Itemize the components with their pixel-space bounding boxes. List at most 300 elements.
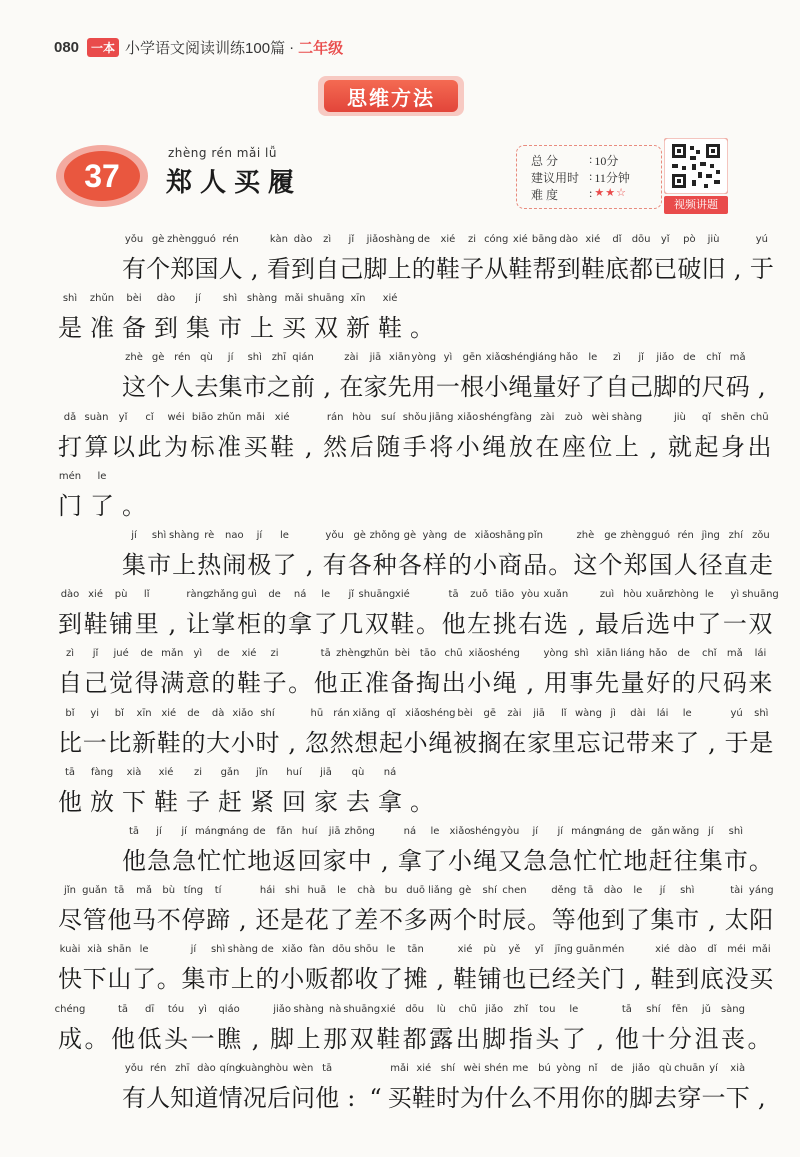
hanzi: 了 xyxy=(675,728,700,757)
hanzi: 家 xyxy=(527,728,552,757)
hanzi: 到 xyxy=(675,965,700,994)
hanzi: 了 xyxy=(329,906,354,935)
pinyin: le xyxy=(704,589,714,601)
pinyin: shōu xyxy=(354,944,379,956)
pinyin: le xyxy=(569,1003,579,1015)
hanzi: , xyxy=(577,610,586,639)
pinyin: guān xyxy=(575,944,602,956)
pinyin: ná xyxy=(403,826,417,837)
hanzi: 旧 xyxy=(701,255,726,283)
pinyin: chǐ xyxy=(701,648,717,660)
text-line xyxy=(0,826,800,886)
hanzi: 太 xyxy=(724,906,749,935)
hanzi: 是 xyxy=(280,906,305,935)
hanzi: 道 xyxy=(194,1083,219,1112)
hanzi: 位 xyxy=(588,432,613,461)
pinyin: chǐ xyxy=(706,352,721,364)
hanzi: 集 xyxy=(186,314,210,343)
pinyin: qǐ xyxy=(701,411,711,423)
video-explanation-label[interactable]: 视频讲题 xyxy=(664,196,728,214)
hanzi: 两 xyxy=(428,906,453,935)
hanzi: 尺 xyxy=(697,669,722,698)
pinyin: yòu xyxy=(521,589,540,601)
hanzi: 了 xyxy=(90,491,114,520)
pinyin: tài xyxy=(730,885,744,897)
hanzi: 到 xyxy=(154,314,178,343)
pinyin: jiù xyxy=(707,234,720,245)
hanzi: 时 xyxy=(435,1083,460,1112)
hanzi: 辰 xyxy=(502,906,527,935)
hanzi: 绳 xyxy=(508,373,533,402)
hanzi: 穿 xyxy=(677,1083,702,1112)
pinyin: guó xyxy=(651,530,671,541)
pinyin: rén xyxy=(222,234,239,245)
hanzi: 小 xyxy=(403,728,428,757)
hanzi: 一 xyxy=(701,1083,726,1112)
hanzi: 分 xyxy=(667,1024,692,1053)
pinyin: shēn xyxy=(720,411,745,423)
pinyin: rén xyxy=(677,530,694,541)
pinyin: mǎn xyxy=(161,648,184,660)
pinyin: rán xyxy=(326,411,344,423)
hanzi: 时 xyxy=(477,906,502,935)
hanzi: 前 xyxy=(291,373,316,402)
hanzi: 手 xyxy=(402,432,427,461)
hanzi: 集 xyxy=(181,965,206,994)
pinyin: nao xyxy=(225,530,244,541)
pinyin: dào xyxy=(603,885,623,897)
pinyin: shí xyxy=(482,885,497,897)
pinyin: tā xyxy=(320,648,331,660)
pinyin: duō xyxy=(406,885,426,897)
pinyin: cǐ xyxy=(145,411,154,423)
pinyin: hū xyxy=(310,707,324,719)
hanzi: 回 xyxy=(282,787,306,816)
pinyin: dī xyxy=(144,1003,155,1015)
hanzi: 用 xyxy=(543,669,568,698)
hanzi: , xyxy=(323,373,331,402)
hanzi: 就 xyxy=(667,432,692,461)
pinyin: bèi xyxy=(457,707,473,719)
pinyin: nǐ xyxy=(588,1062,598,1074)
pinyin: máng xyxy=(596,826,625,837)
hanzi: 忽 xyxy=(304,728,329,757)
pinyin: shuāng xyxy=(343,1003,381,1015)
pinyin: ge xyxy=(604,530,617,541)
hanzi: 让 xyxy=(185,610,210,639)
hanzi: 事 xyxy=(569,669,594,698)
pinyin: shàng xyxy=(611,411,643,423)
hanzi: 新 xyxy=(346,314,370,343)
pinyin: chū xyxy=(444,648,463,660)
pinyin: pǐn xyxy=(527,530,543,541)
pinyin: jiǎo xyxy=(273,1003,292,1015)
hanzi: 备 xyxy=(390,669,415,698)
hanzi: 头 xyxy=(164,1024,189,1053)
pinyin: shéng xyxy=(479,411,510,423)
hanzi: 直 xyxy=(723,551,748,579)
hanzi: 。 xyxy=(548,551,573,579)
pinyin: liáng xyxy=(532,352,557,364)
text-line xyxy=(0,471,800,531)
pinyin: zhī xyxy=(175,1062,190,1074)
hanzi: 瞧 xyxy=(217,1024,242,1053)
difficulty-label: 难 度 xyxy=(531,188,559,202)
character-cell xyxy=(374,767,406,825)
hanzi: 出 xyxy=(455,1024,480,1053)
pinyin: xié xyxy=(655,944,670,956)
pinyin: gè xyxy=(403,530,417,541)
pinyin: zhī xyxy=(271,352,287,364)
text-line xyxy=(0,885,800,945)
pinyin: gǎn xyxy=(220,766,240,778)
pinyin: zhèng xyxy=(167,234,198,245)
pinyin: dào xyxy=(60,589,80,601)
hanzi: 记 xyxy=(601,728,626,757)
hanzi: 花 xyxy=(304,906,329,935)
pinyin: jí xyxy=(156,826,162,837)
hanzi: 上 xyxy=(296,1024,321,1053)
pinyin: cóng xyxy=(484,234,509,245)
pinyin: lù xyxy=(436,1003,446,1015)
pinyin: tāo xyxy=(419,648,437,660)
pinyin: shì xyxy=(754,707,769,719)
hanzi: 。 xyxy=(747,1024,772,1053)
pinyin: mén xyxy=(58,470,82,482)
hanzi: 家 xyxy=(314,787,338,816)
hanzi: 各 xyxy=(397,551,422,579)
pinyin: de xyxy=(261,944,274,956)
pinyin: shuāng xyxy=(358,589,396,601)
hanzi: 己 xyxy=(83,669,108,698)
pinyin: jì xyxy=(610,707,616,719)
hanzi: 的 xyxy=(211,669,236,698)
character-cell xyxy=(746,234,778,292)
hanzi: 绳 xyxy=(428,728,453,757)
pinyin: zhè xyxy=(125,352,143,364)
hanzi: 了 xyxy=(313,610,338,639)
pinyin: de xyxy=(268,589,281,601)
pinyin: de xyxy=(253,826,266,837)
hanzi: 几 xyxy=(339,610,364,639)
hanzi: 右 xyxy=(518,610,543,639)
text-line xyxy=(0,352,800,412)
pinyin: qù xyxy=(200,352,213,364)
pinyin: fàng xyxy=(90,766,114,778)
hanzi: 脚 xyxy=(629,1083,654,1112)
hanzi: 自 xyxy=(315,255,340,283)
pinyin: zì xyxy=(323,234,332,245)
hanzi: 了 xyxy=(625,906,650,935)
book-title: 小学语文阅读训练100篇 xyxy=(125,39,286,57)
pinyin: bèi xyxy=(394,648,411,660)
pinyin: xiān xyxy=(389,352,411,364)
hanzi: 样 xyxy=(422,551,447,579)
pinyin: mǎ xyxy=(729,352,746,364)
hanzi: , xyxy=(758,1083,766,1112)
lesson-title-pinyin: zhèng rén mǎi lǚ xyxy=(168,146,277,160)
hanzi: 没 xyxy=(724,965,749,994)
hanzi: 正 xyxy=(339,669,364,698)
character-cell xyxy=(745,530,777,588)
lesson-number: 37 xyxy=(84,157,120,194)
hanzi: 径 xyxy=(698,551,723,579)
hanzi: 集 xyxy=(698,847,723,875)
pinyin: xié xyxy=(440,234,456,245)
hanzi: 已 xyxy=(527,965,552,994)
hanzi: 最 xyxy=(595,610,619,639)
pinyin: zhǐ xyxy=(513,1003,528,1015)
page-header xyxy=(54,34,343,60)
hanzi: 他 xyxy=(122,847,146,875)
qr-code-icon[interactable] xyxy=(664,138,728,194)
pinyin: xié xyxy=(457,944,473,956)
hanzi: 都 xyxy=(402,1024,427,1053)
hanzi: 国 xyxy=(194,255,219,283)
hanzi: 小 xyxy=(467,669,492,698)
pinyin: bǐ xyxy=(65,707,75,719)
hanzi: 。 xyxy=(156,965,181,994)
pinyin: jǔ xyxy=(701,1003,711,1015)
section-banner xyxy=(318,76,464,116)
pinyin: jǐn xyxy=(64,885,76,897)
pinyin: me xyxy=(512,1062,529,1074)
hanzi: 不 xyxy=(156,906,181,935)
hanzi: 人 xyxy=(170,373,195,402)
score-label: 总 分 xyxy=(531,154,559,168)
pinyin: dōu xyxy=(631,234,651,245)
hanzi: 子 xyxy=(460,255,485,283)
pinyin: zhòng xyxy=(668,589,699,601)
pinyin: de xyxy=(217,648,230,660)
hanzi: 商 xyxy=(498,551,523,579)
hanzi: 到 xyxy=(556,255,581,283)
hanzi: , xyxy=(238,906,247,935)
pinyin: jiā xyxy=(320,766,332,778)
hanzi: 是 xyxy=(58,314,82,343)
pinyin: shì xyxy=(151,530,167,541)
pinyin: jí xyxy=(195,293,201,305)
pinyin: zhè xyxy=(576,530,595,541)
pinyin: jiāng xyxy=(429,411,454,423)
hanzi: 摊 xyxy=(403,965,428,994)
hanzi: 好 xyxy=(556,373,581,402)
hanzi: 急 xyxy=(523,847,548,875)
pinyin: tā xyxy=(64,766,76,778)
hanzi: 有 xyxy=(122,1083,146,1112)
hanzi: 他 xyxy=(614,1024,639,1053)
hanzi: 掏 xyxy=(416,669,440,698)
text-line xyxy=(0,530,800,590)
hanzi: 一 xyxy=(435,373,460,402)
pinyin: yàng xyxy=(422,530,448,541)
hanzi: 于 xyxy=(724,728,749,757)
pinyin: guì xyxy=(241,589,257,601)
pinyin: shí xyxy=(440,1062,456,1074)
hanzi: 破 xyxy=(677,255,702,283)
pinyin: jǐ xyxy=(348,234,355,245)
pinyin: ràng xyxy=(186,589,210,601)
pinyin: máng xyxy=(571,826,600,837)
pinyin: le xyxy=(430,826,440,837)
hanzi: 收 xyxy=(354,965,379,994)
hanzi: 自 xyxy=(58,669,82,698)
hanzi: 子 xyxy=(262,669,287,698)
pinyin: mǎi xyxy=(284,293,304,305)
hanzi: , xyxy=(250,255,259,283)
hanzi: 问 xyxy=(291,1083,316,1112)
pinyin: shāng xyxy=(494,530,526,541)
hanzi: 拿 xyxy=(288,610,313,639)
pinyin: de xyxy=(453,530,467,541)
pinyin: wéi xyxy=(167,411,185,423)
pinyin: yòu xyxy=(500,826,520,837)
pinyin: zhǒng xyxy=(369,530,400,541)
pinyin: xié xyxy=(274,411,290,423)
hanzi: 管 xyxy=(82,906,107,935)
pinyin: pù xyxy=(114,589,128,601)
pinyin: gē xyxy=(483,707,496,719)
hanzi: 贩 xyxy=(304,965,329,994)
hanzi: 人 xyxy=(146,1083,171,1112)
pinyin: yǒu xyxy=(124,1062,144,1074)
pinyin: yi xyxy=(90,707,100,719)
pinyin: zhǔn xyxy=(216,411,242,423)
pinyin: xiǎo xyxy=(281,944,303,956)
hanzi: 出 xyxy=(747,432,772,461)
hanzi: 脚 xyxy=(653,373,678,402)
hanzi: 买 xyxy=(243,432,268,461)
hanzi: 市 xyxy=(206,965,231,994)
pinyin: shàng xyxy=(168,530,200,541)
hanzi: 时 xyxy=(255,728,280,757)
pinyin: bǐ xyxy=(114,707,124,719)
pinyin: yì xyxy=(443,352,453,364)
pinyin: jiǎo xyxy=(485,1003,504,1015)
hanzi: 鞋 xyxy=(453,965,478,994)
hanzi: 快 xyxy=(58,965,82,994)
hanzi: 打 xyxy=(58,432,82,461)
pinyin: tíng xyxy=(183,885,204,897)
pinyin: xiǎo xyxy=(232,707,254,719)
hanzi: 好 xyxy=(646,669,671,698)
pinyin: shì xyxy=(247,352,262,364)
hanzi: 忙 xyxy=(573,847,598,875)
pinyin: shàng xyxy=(227,944,258,956)
pinyin: lǐ xyxy=(561,707,567,719)
pinyin: xié xyxy=(512,234,528,245)
hanzi: 小 xyxy=(280,965,305,994)
pinyin: xié xyxy=(158,766,174,778)
hanzi: 一 xyxy=(82,728,107,757)
hanzi: 想 xyxy=(354,728,379,757)
hanzi: 备 xyxy=(122,314,146,343)
pinyin: tā xyxy=(114,885,125,897)
pinyin: hǎo xyxy=(559,352,578,364)
hanzi: 后 xyxy=(620,610,645,639)
character-cell xyxy=(742,589,779,647)
hanzi: 绳 xyxy=(482,432,507,461)
pinyin: xià xyxy=(126,766,142,778)
hanzi: 子 xyxy=(186,787,210,816)
pinyin: dà xyxy=(211,707,225,719)
pinyin: bèi xyxy=(126,293,142,305)
hanzi: 在 xyxy=(535,432,560,461)
pinyin: bú xyxy=(538,1062,551,1074)
pinyin: gè xyxy=(458,885,472,897)
pinyin: de xyxy=(187,707,200,719)
pinyin: zài xyxy=(344,352,359,364)
pinyin: bāng xyxy=(531,234,558,245)
pinyin: jí xyxy=(227,352,234,364)
hanzi: 的 xyxy=(604,1083,629,1112)
pinyin: shì xyxy=(574,648,589,660)
hanzi: 山 xyxy=(107,965,132,994)
hanzi: 忙 xyxy=(222,847,247,875)
pinyin: gēn xyxy=(462,352,482,364)
hanzi: 他 xyxy=(58,787,82,816)
hanzi: , xyxy=(304,432,313,461)
pinyin: shì xyxy=(728,826,743,837)
hanzi: 知 xyxy=(170,1083,195,1112)
hanzi: 小 xyxy=(473,551,498,579)
pinyin: qiáo xyxy=(218,1003,240,1015)
pinyin: mǎ xyxy=(726,648,743,660)
pinyin: qǐ xyxy=(386,707,396,719)
pinyin: bù xyxy=(162,885,176,897)
pinyin: shì xyxy=(62,293,78,305)
pinyin: mǎ xyxy=(136,885,152,897)
hanzi: 码 xyxy=(725,373,750,402)
hanzi: 选 xyxy=(646,610,671,639)
pinyin: zhǔn xyxy=(364,648,389,660)
text-line xyxy=(0,234,800,294)
hanzi: 里 xyxy=(134,610,159,639)
pinyin: wàng xyxy=(574,707,602,719)
pinyin: le xyxy=(682,707,692,719)
pinyin: gè xyxy=(151,352,165,364)
pinyin: zì xyxy=(612,352,621,364)
pinyin: kuài xyxy=(59,944,81,956)
pinyin: chen xyxy=(502,885,527,897)
pinyin: shuāng xyxy=(742,589,779,601)
pinyin: jiā xyxy=(328,826,341,837)
hanzi: 里 xyxy=(551,728,576,757)
hanzi: 根 xyxy=(460,373,485,402)
text-line xyxy=(0,293,800,353)
pinyin: jí xyxy=(532,826,538,837)
hanzi: 低 xyxy=(137,1024,162,1053)
character-cell xyxy=(745,885,777,943)
hanzi: 准 xyxy=(364,669,389,698)
hanzi: 回 xyxy=(297,847,322,875)
hanzi: 。 xyxy=(122,491,146,520)
pinyin: le xyxy=(588,352,598,364)
pinyin: wǎng xyxy=(672,826,700,837)
hanzi: 鞋 xyxy=(237,669,261,698)
hanzi: 脚 xyxy=(363,255,388,283)
pinyin: jǐn xyxy=(256,766,268,778)
hanzi: , xyxy=(634,965,642,994)
text-line xyxy=(0,1004,800,1064)
hanzi: 先 xyxy=(387,373,412,402)
hanzi: 将 xyxy=(429,432,454,461)
pinyin: dào xyxy=(677,944,697,956)
colon: : xyxy=(589,169,593,183)
exercise-info-box xyxy=(516,145,662,209)
hanzi: 鞋 xyxy=(270,432,295,461)
character-cell xyxy=(744,648,776,706)
